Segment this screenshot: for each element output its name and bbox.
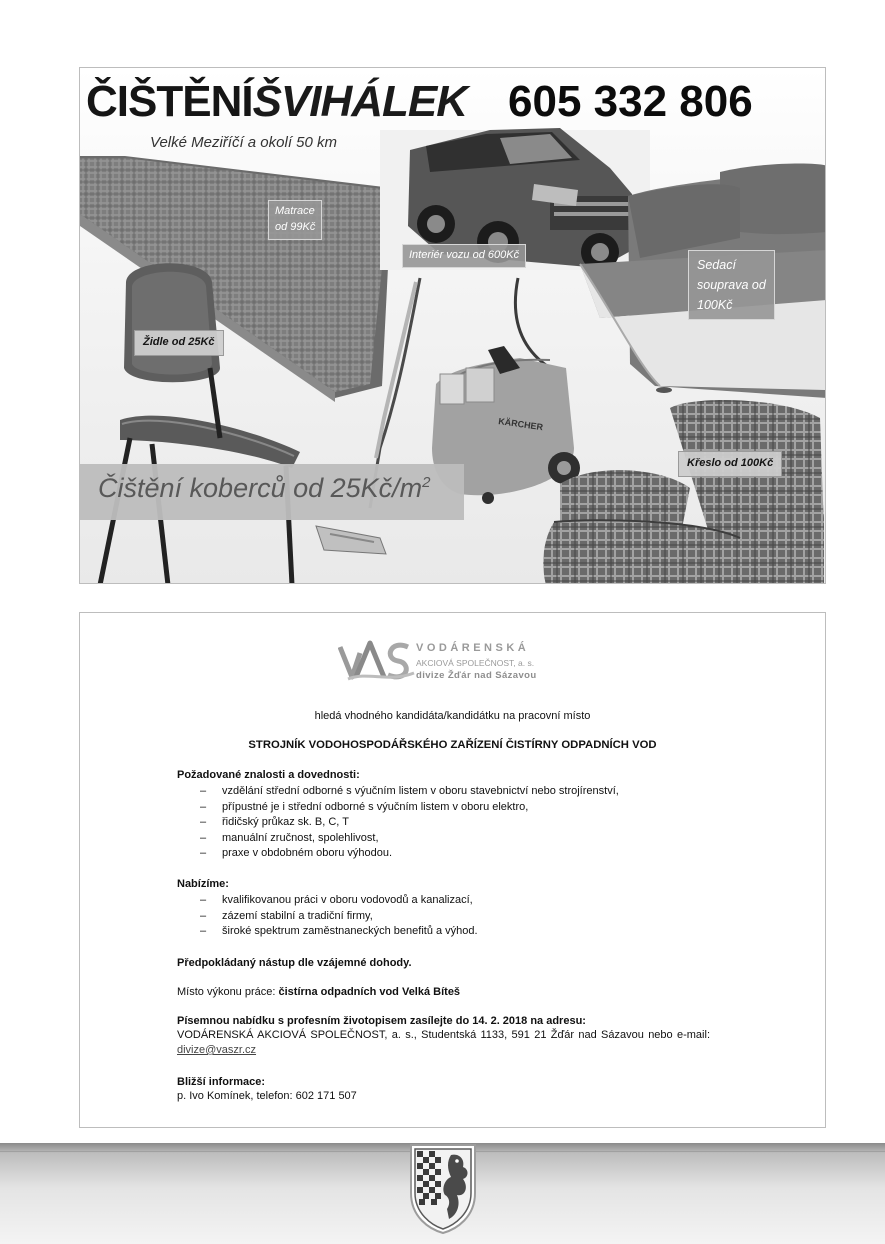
info-heading [177,1075,265,1090]
mattress-label-line: Matrace [275,205,315,217]
sofa-label-line: 100Kč [697,298,733,312]
job-title: STROJNÍK VODOHOSPODÁŘSKÉHO ZAŘÍZENÍ ČISTÍRNY ODPADNÍCH VOD [248,739,657,751]
start-date-text: Předpokládaný nástup dle vzájemné dohody. [177,957,412,969]
mattress-label-line: od 99Kč [275,220,316,233]
town-coat-of-arms-icon [407,1143,479,1235]
requirements-heading: Požadované znalosti a dovednosti: [177,769,360,781]
work-location-value: čistírna odpadních vod Velká Bíteš [278,986,461,998]
contact-person: p. Ivo Komínek, telefon: 602 171 507 [177,1090,357,1102]
requirements-list [200,784,619,862]
work-location [177,985,460,1000]
job-intro: hledá vhodného kandidáta/kandidátku na pracovní místo [314,710,591,722]
service-area-subtitle: Velké Meziříčí a okolí 50 km [150,134,338,151]
email-link[interactable]: divize@vaszr.cz [177,1044,257,1056]
start-date-note [177,956,412,971]
list-item: – manuální zručnost, spolehlivost, [200,831,619,847]
company-brand [86,77,468,126]
list-item: – široké spektrum zaměstnaneckých benefitů a výhod. [200,924,478,940]
sofa-label-line: Sedací [697,258,736,272]
offer-list [200,893,478,940]
list-item: – přípustné je i střední odborné s výučním listem v oboru elektro, [200,800,619,816]
armchair-image [543,400,824,584]
carpet-price-text [98,473,431,504]
sofa-label-line: souprava od [697,278,766,292]
carpet-price-main: Čištění koberců od 25Kč/m [98,473,423,503]
application-address [177,1028,710,1058]
sofa-price-label [688,250,775,320]
list-item: – kvalifikovanou práci v oboru vodovodů a kanalizací, [200,893,478,909]
list-item: – praxe v obdobném oboru výhodou. [200,846,619,862]
logo-company-name: VODÁRENSKÁ [416,642,530,654]
offer-heading: Nabízíme: [177,878,229,890]
mattress-price-label [268,200,322,240]
job-advertisement [79,612,826,1128]
logo-division: divize Žďár nad Sázavou [416,670,537,681]
brand-name-word: ŠVIHÁLEK [252,77,468,126]
page-footer [0,1143,885,1244]
phone-number: 605 332 806 [508,77,753,126]
karcher-brand-text: KÄRCHER [497,416,544,433]
chair-price-label: Židle od 25Kč [134,330,224,356]
application-instructions [177,1014,586,1029]
application-deadline-text: Písemnou nabídku s profesním životopisem zasílejte do 14. 2. 2018 na adresu: [177,1015,586,1027]
list-item: – vzdělání střední odborné s výučním listem v oboru stavebnictví nebo strojírenství, [200,784,619,800]
list-item: – řidičský průkaz sk. B, C, T [200,815,619,831]
info-heading-text: Bližší informace: [177,1076,266,1088]
carpet-price-unit-exponent: 2 [422,474,431,491]
brand-cleaning-word: ČIŠTĚNÍ [86,77,253,126]
list-item: – zázemí stabilní a tradiční firmy, [200,909,478,925]
postal-address: VODÁRENSKÁ AKCIOVÁ SPOLEČNOST, a. s., Studentská 1133, 591 21 Žďár nad Sázavou nebo e-mail: [177,1029,710,1041]
work-location-label: Místo výkonu práce: [177,986,279,998]
armchair-price-label: Křeslo od 100Kč [678,451,782,477]
cleaning-advertisement [79,67,826,584]
logo-company-type: AKCIOVÁ SPOLEČNOST, a. s. [416,658,535,668]
car-interior-price-label: Interiér vozu od 600Kč [402,244,526,268]
